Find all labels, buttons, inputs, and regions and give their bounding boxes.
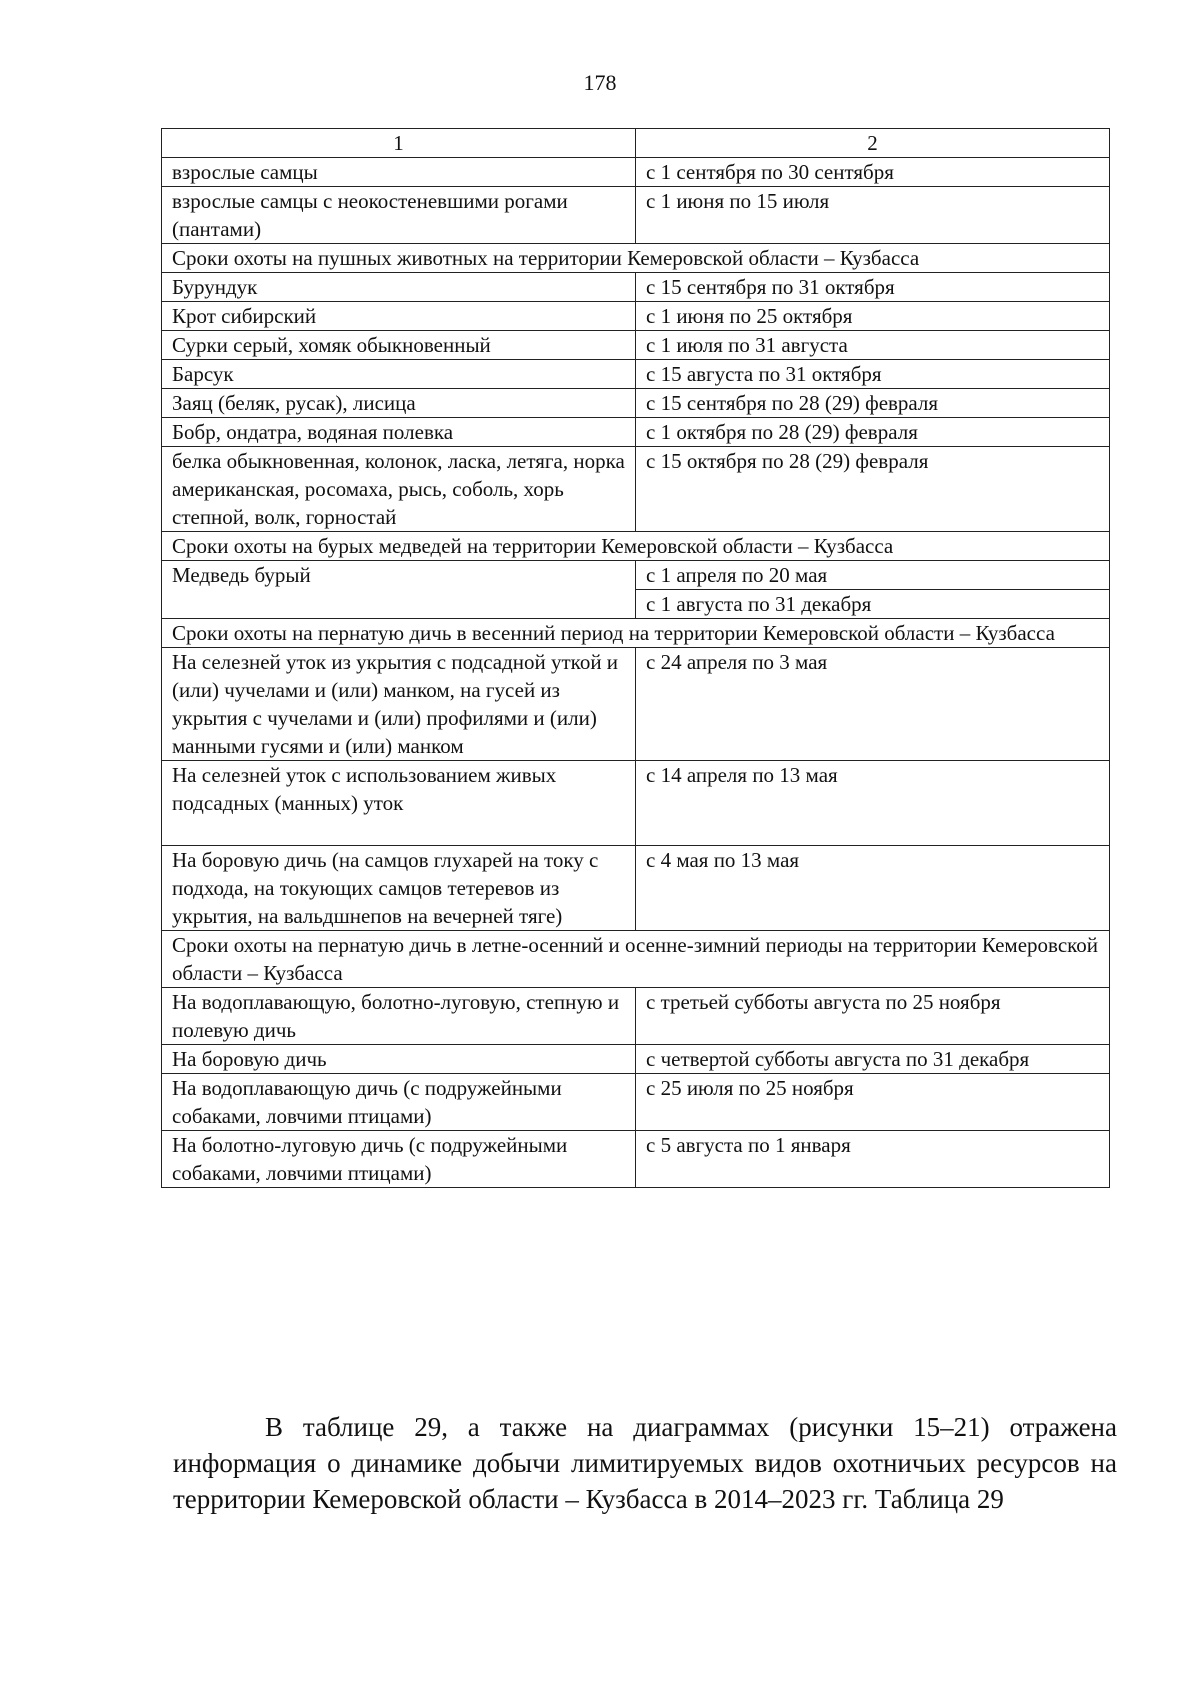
species-cell: На селезней уток с использованием живых подсадных (манных) уток (162, 761, 636, 846)
season-cell: с 1 сентября по 30 сентября (636, 158, 1110, 187)
season-cell: с 1 июля по 31 августа (636, 331, 1110, 360)
table-row (162, 846, 1110, 931)
season-cell: с 5 августа по 1 января (636, 1131, 1110, 1188)
season-cell: с 14 апреля по 13 мая (636, 761, 1110, 846)
table-header-row (162, 129, 1110, 158)
season-cell: с 1 октября по 28 (29) февраля (636, 418, 1110, 447)
table-row (162, 158, 1110, 187)
season-cell: с 1 августа по 31 декабря (636, 590, 1110, 619)
column-header: 2 (636, 129, 1110, 158)
table-row (162, 418, 1110, 447)
species-cell: Крот сибирский (162, 302, 636, 331)
species-cell: Бурундук (162, 273, 636, 302)
season-cell: с третьей субботы августа по 25 ноября (636, 988, 1110, 1045)
species-cell: взрослые самцы с неокостеневшими рогами (пантами) (162, 187, 636, 244)
season-cell: с 24 апреля по 3 мая (636, 648, 1110, 761)
section-header-row (162, 931, 1110, 988)
table-row (162, 447, 1110, 532)
species-cell: На селезней уток из укрытия с подсадной уткой и (или) чучелами и (или) манком, на гусей из укрытия с чучелами и (или) профилями и (или) манными гусями и (или) манком (162, 648, 636, 761)
hunting-seasons-table (161, 128, 1110, 1188)
table-row (162, 187, 1110, 244)
species-cell: Бобр, ондатра, водяная полевка (162, 418, 636, 447)
table-row (162, 1131, 1110, 1188)
section-title: Сроки охоты на бурых медведей на территории Кемеровской области – Кузбасса (162, 532, 1110, 561)
section-header-row (162, 532, 1110, 561)
season-cell: с 1 июня по 25 октября (636, 302, 1110, 331)
species-cell: Барсук (162, 360, 636, 389)
table-row (162, 761, 1110, 846)
table-row (162, 988, 1110, 1045)
table-row (162, 561, 1110, 590)
section-title: Сроки охоты на пернатую дичь в летне-осенний и осенне-зимний периоды на территории Кемеровской области – Кузбасса (162, 931, 1110, 988)
table-row (162, 389, 1110, 418)
table-row (162, 273, 1110, 302)
species-cell: На боровую дичь (на самцов глухарей на току с подхода, на токующих самцов тетеревов из укрытия, на вальдшнепов на вечерней тяге) (162, 846, 636, 931)
species-cell: На болотно-луговую дичь (с подружейными собаками, ловчими птицами) (162, 1131, 636, 1188)
season-cell: с четвертой субботы августа по 31 декабря (636, 1045, 1110, 1074)
section-header-row (162, 244, 1110, 273)
section-title: Сроки охоты на пушных животных на территории Кемеровской области – Кузбасса (162, 244, 1110, 273)
section-header-row (162, 619, 1110, 648)
season-cell: с 1 июня по 15 июля (636, 187, 1110, 244)
species-cell: Медведь бурый (162, 561, 636, 619)
table-row (162, 302, 1110, 331)
season-cell: с 1 апреля по 20 мая (636, 561, 1110, 590)
table-row (162, 648, 1110, 761)
species-cell: взрослые самцы (162, 158, 636, 187)
season-cell: с 25 июля по 25 ноября (636, 1074, 1110, 1131)
section-title: Сроки охоты на пернатую дичь в весенний период на территории Кемеровской области – Кузбасса (162, 619, 1110, 648)
page-number: 178 (583, 70, 617, 95)
species-cell: На водоплавающую дичь (с подружейными собаками, ловчими птицами) (162, 1074, 636, 1131)
species-cell: На боровую дичь (162, 1045, 636, 1074)
species-cell: белка обыкновенная, колонок, ласка, летяга, норка американская, росомаха, рысь, соболь, хорь степной, волк, горностай (162, 447, 636, 532)
body-paragraph: В таблице 29, а также на диаграммах (рисунки 15–21) отражена информация о динамике добычи лимитируемых видов охотничьих ресурсов на территории Кемеровской области – Кузбасса в 2014–2023 гг. Таблица 29 (173, 1412, 1117, 1514)
species-cell: Заяц (беляк, русак), лисица (162, 389, 636, 418)
season-cell: с 15 августа по 31 октября (636, 360, 1110, 389)
species-cell: Сурки серый, хомяк обыкновенный (162, 331, 636, 360)
season-cell: с 15 сентября по 28 (29) февраля (636, 389, 1110, 418)
column-header: 1 (162, 129, 636, 158)
season-cell: с 4 мая по 13 мая (636, 846, 1110, 931)
season-cell: с 15 октября по 28 (29) февраля (636, 447, 1110, 532)
season-cell: с 15 сентября по 31 октября (636, 273, 1110, 302)
table-row (162, 331, 1110, 360)
table-row (162, 1074, 1110, 1131)
species-cell: На водоплавающую, болотно-луговую, степную и полевую дичь (162, 988, 636, 1045)
table-row (162, 360, 1110, 389)
table-row (162, 1045, 1110, 1074)
